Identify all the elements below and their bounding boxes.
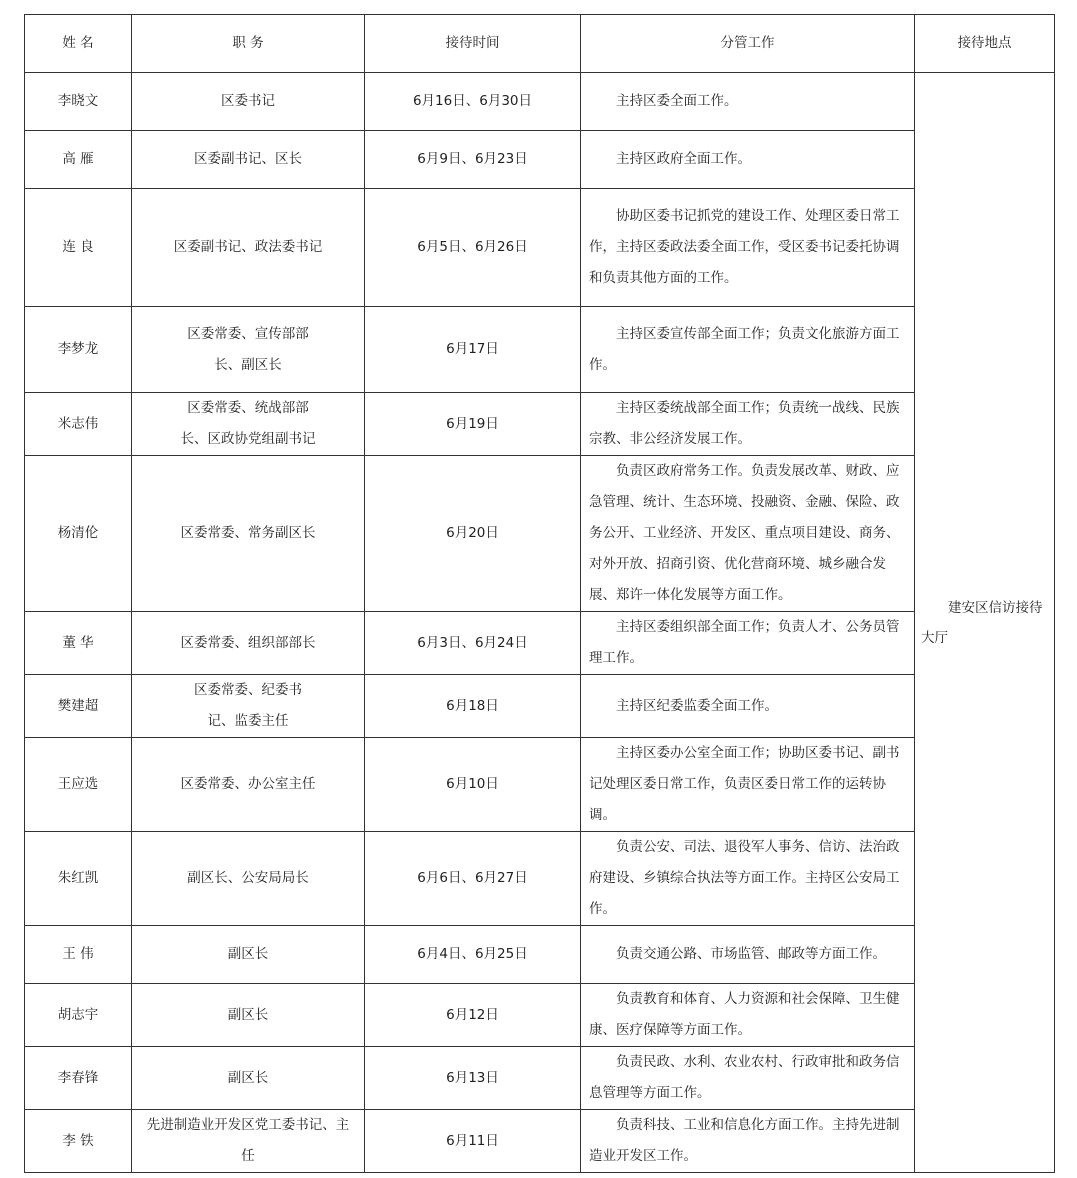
- cell-name: 李晓文: [25, 73, 132, 131]
- cell-time: 6月6日、6月27日: [365, 832, 581, 926]
- header-location: 接待地点: [915, 15, 1055, 73]
- cell-position: 副区长: [132, 1047, 365, 1110]
- table-row: [25, 1047, 1055, 1110]
- cell-name: 朱红凯: [25, 832, 132, 926]
- table-row: [25, 675, 1055, 738]
- header-name: 姓 名: [25, 15, 132, 73]
- table-row: [25, 926, 1055, 984]
- cell-time: 6月5日、6月26日: [365, 189, 581, 307]
- cell-name: 王 伟: [25, 926, 132, 984]
- cell-duty: 主持区委全面工作。: [581, 73, 915, 131]
- cell-duty: 负责交通公路、市场监管、邮政等方面工作。: [581, 926, 915, 984]
- table-row: [25, 832, 1055, 926]
- table-row: [25, 1110, 1055, 1173]
- cell-location: 建安区信访接待大厅: [915, 73, 1055, 1173]
- table-row: [25, 189, 1055, 307]
- header-duty: 分管工作: [581, 15, 915, 73]
- cell-name: 高 雁: [25, 131, 132, 189]
- cell-time: 6月9日、6月23日: [365, 131, 581, 189]
- cell-position: 区委常委、办公室主任: [132, 738, 365, 832]
- cell-duty: 主持区纪委监委全面工作。: [581, 675, 915, 738]
- cell-time: 6月12日: [365, 984, 581, 1047]
- header-row: [25, 15, 1055, 73]
- cell-position: 区委书记: [132, 73, 365, 131]
- cell-position: 区委副书记、政法委书记: [132, 189, 365, 307]
- cell-duty: 主持区委宣传部全面工作；负责文化旅游方面工作。: [581, 307, 915, 393]
- cell-duty: 主持区政府全面工作。: [581, 131, 915, 189]
- cell-position: 先进制造业开发区党工委书记、主任: [132, 1110, 365, 1173]
- cell-position: 副区长: [132, 926, 365, 984]
- cell-name: 胡志宇: [25, 984, 132, 1047]
- cell-position: 区委常委、常务副区长: [132, 456, 365, 612]
- cell-time: 6月11日: [365, 1110, 581, 1173]
- cell-name: 王应选: [25, 738, 132, 832]
- cell-name: 李春锋: [25, 1047, 132, 1110]
- header-position: 职 务: [132, 15, 365, 73]
- cell-name: 米志伟: [25, 393, 132, 456]
- cell-duty: 主持区委统战部全面工作；负责统一战线、民族宗教、非公经济发展工作。: [581, 393, 915, 456]
- cell-duty: 负责教育和体育、人力资源和社会保障、卫生健康、医疗保障等方面工作。: [581, 984, 915, 1047]
- cell-duty: 负责民政、水利、农业农村、行政审批和政务信息管理等方面工作。: [581, 1047, 915, 1110]
- table-row: [25, 456, 1055, 612]
- cell-position: 区委常委、统战部部长、区政协党组副书记: [132, 393, 365, 456]
- cell-name: 李 铁: [25, 1110, 132, 1173]
- cell-name: 连 良: [25, 189, 132, 307]
- table-row: [25, 307, 1055, 393]
- table-row: [25, 612, 1055, 675]
- cell-time: 6月3日、6月24日: [365, 612, 581, 675]
- cell-duty: 负责科技、工业和信息化方面工作。主持先进制造业开发区工作。: [581, 1110, 915, 1173]
- table-row: [25, 73, 1055, 131]
- cell-duty: 负责区政府常务工作。负责发展改革、财政、应急管理、统计、生态环境、投融资、金融、保险、政务公开、工业经济、开发区、重点项目建设、商务、对外开放、招商引资、优化营商环境、城乡融合发展、郑许一体化发展等方面工作。: [581, 456, 915, 612]
- cell-time: 6月4日、6月25日: [365, 926, 581, 984]
- cell-name: 李梦龙: [25, 307, 132, 393]
- cell-time: 6月17日: [365, 307, 581, 393]
- cell-time: 6月13日: [365, 1047, 581, 1110]
- cell-duty: 负责公安、司法、退役军人事务、信访、法治政府建设、乡镇综合执法等方面工作。主持区公安局工作。: [581, 832, 915, 926]
- reception-schedule-table: [24, 14, 1055, 1173]
- table-row: [25, 738, 1055, 832]
- cell-position: 区委常委、组织部部长: [132, 612, 365, 675]
- cell-name: 董 华: [25, 612, 132, 675]
- table-row: [25, 984, 1055, 1047]
- cell-position: 副区长: [132, 984, 365, 1047]
- cell-duty: 主持区委组织部全面工作；负责人才、公务员管理工作。: [581, 612, 915, 675]
- cell-duty: 主持区委办公室全面工作；协助区委书记、副书记处理区委日常工作，负责区委日常工作的运转协调。: [581, 738, 915, 832]
- header-time: 接待时间: [365, 15, 581, 73]
- table-row: [25, 393, 1055, 456]
- cell-time: 6月16日、6月30日: [365, 73, 581, 131]
- cell-duty: 协助区委书记抓党的建设工作、处理区委日常工作，主持区委政法委全面工作，受区委书记委托协调和负责其他方面的工作。: [581, 189, 915, 307]
- cell-position: 区委常委、纪委书记、监委主任: [132, 675, 365, 738]
- cell-time: 6月18日: [365, 675, 581, 738]
- cell-position: 区委副书记、区长: [132, 131, 365, 189]
- cell-time: 6月10日: [365, 738, 581, 832]
- table-row: [25, 131, 1055, 189]
- cell-name: 樊建超: [25, 675, 132, 738]
- cell-time: 6月20日: [365, 456, 581, 612]
- cell-position: 区委常委、宣传部部长、副区长: [132, 307, 365, 393]
- cell-time: 6月19日: [365, 393, 581, 456]
- cell-name: 杨清伦: [25, 456, 132, 612]
- cell-position: 副区长、公安局局长: [132, 832, 365, 926]
